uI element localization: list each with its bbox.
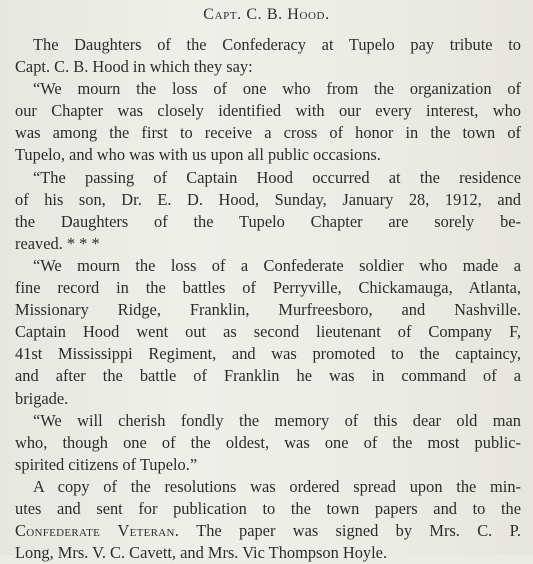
text-line: Missionary Ridge, Franklin, Murfreesboro, and Nashville.	[15, 300, 521, 320]
text-line: Capt. C. B. Hood in which they say:	[15, 57, 253, 77]
text-line: of his son, Dr. E. D. Hood, Sunday, January 28, 1912, and	[15, 189, 521, 209]
paragraph	[15, 410, 521, 476]
text-line: Tupelo, and who was with us upon all public occasions.	[15, 145, 381, 165]
text-line: “The passing of Captain Hood occurred at the residence	[33, 167, 521, 187]
text-line: our Chapter was closely identified with our every interest, who	[15, 101, 521, 121]
paragraph	[15, 78, 521, 166]
text-line: the Daughters of the Tupelo Chapter are sorely be-	[15, 211, 521, 231]
text-line: brigade.	[15, 388, 69, 408]
text-line: and after the battle of Franklin he was in command of a	[15, 366, 521, 386]
paragraph	[15, 255, 521, 410]
text-line: reaved. * * *	[15, 233, 100, 253]
text-fragment: The paper was signed by Mrs. C. P.	[179, 521, 521, 541]
article-body	[15, 34, 521, 564]
publication-name: Confederate Veteran.	[15, 521, 180, 541]
paragraph	[15, 167, 521, 255]
text-line: fine record in the battles of Perryville, Chickamauga, Atlanta,	[15, 278, 521, 298]
text-line: “We will cherish fondly the memory of this dear old man	[33, 410, 521, 430]
text-line	[15, 520, 521, 542]
text-line: “We mourn the loss of a Confederate soldier who made a	[33, 255, 521, 275]
paragraph	[15, 34, 521, 78]
text-line: The Daughters of the Confederacy at Tupelo pay tribute to	[33, 35, 521, 54]
text-line: Captain Hood went out as second lieutenant of Company F,	[15, 322, 521, 342]
paragraph	[15, 476, 521, 564]
text-line: Long, Mrs. V. C. Cavett, and Mrs. Vic Thompson Hoyle.	[15, 543, 388, 563]
text-line: spirited citizens of Tupelo.”	[15, 454, 198, 474]
text-line: was among the first to receive a cross of honor in the town of	[15, 123, 521, 143]
text-line: who, though one of the oldest, was one of the most public-	[15, 432, 521, 452]
text-line: 41st Mississippi Regiment, and was promoted to the captaincy,	[15, 344, 521, 364]
section-heading: Capt. C. B. Hood.	[203, 6, 330, 23]
text-line: utes and sent for publication to the town papers and to the	[15, 498, 521, 518]
text-line: A copy of the resolutions was ordered spread upon the min-	[33, 476, 521, 496]
text-line: “We mourn the loss of one who from the organization of	[33, 79, 521, 99]
